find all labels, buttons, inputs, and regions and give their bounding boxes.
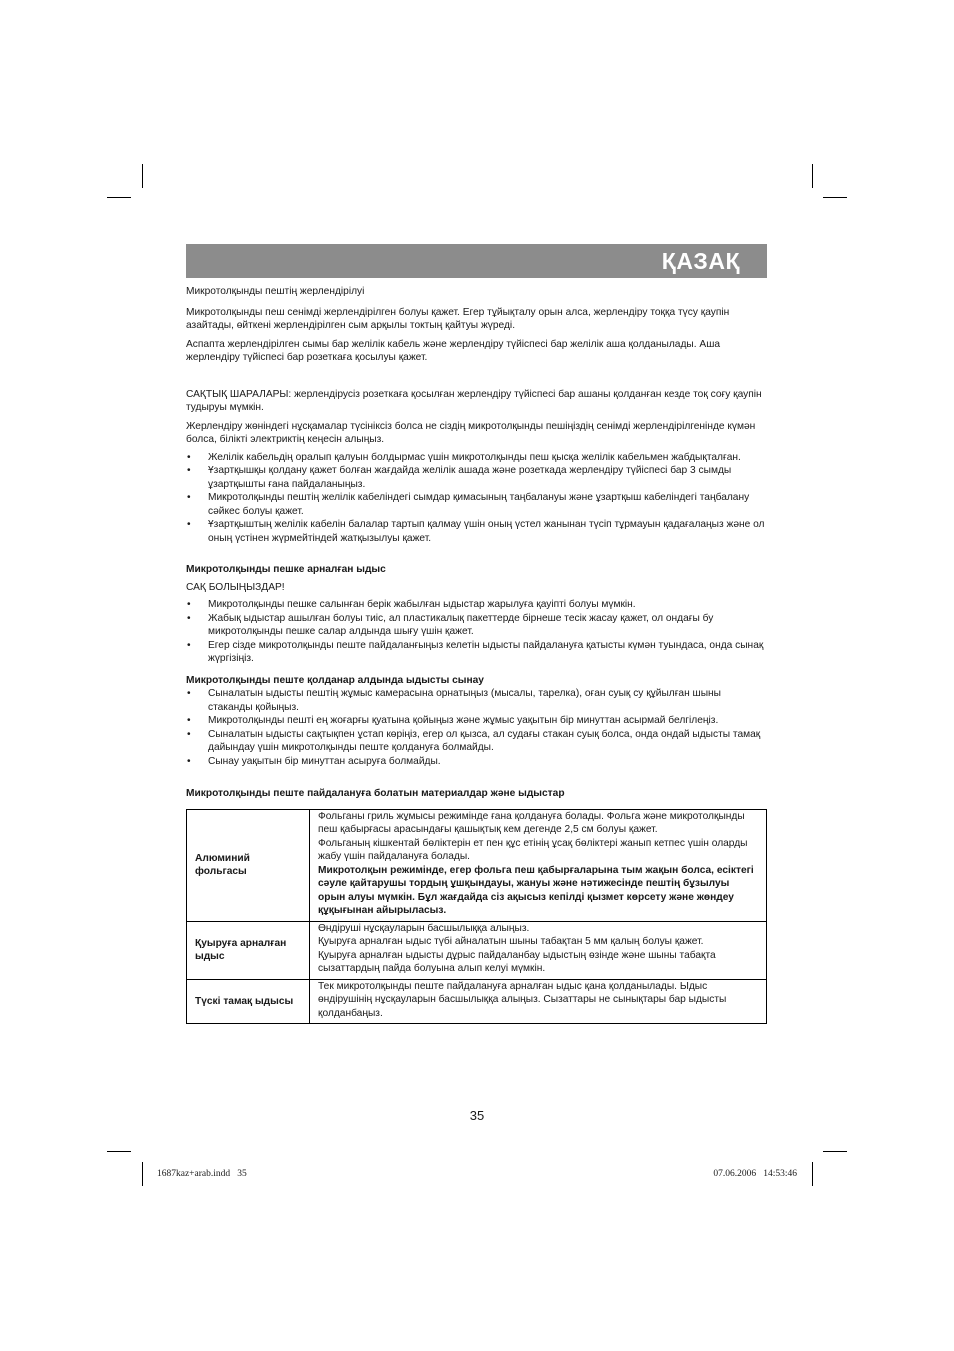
list-item: • Ұзартқышқы қолдану қажет болған жағдайда желілік ашада және розеткада жерлендіру түйіспесі бар 3 сымды ұзартқышты ғана пайдаланыңыз.: [186, 464, 767, 491]
crop-mark: [142, 1162, 143, 1186]
print-file-label: 1687kaz+arab.indd 35: [157, 1169, 247, 1179]
crop-mark: [812, 164, 813, 188]
list-item: • Сынау уақытын бір минуттан асыруға болмайды.: [186, 755, 767, 769]
section-title-cookware: Микротолқынды пешке арналған ыдыс: [186, 564, 386, 575]
language-header-bar: [186, 244, 767, 278]
table-cell-description: [310, 921, 767, 979]
description-text: Қуыруға арналған ыдысты дұрыс пайдаланбау ыдыстың өзінде және шыны табақта сызаттардың пайда болуына алып келуі мүмкін.: [318, 949, 716, 974]
list-item: • Микротолқынды пешті ең жоғарғы қуатына қойыңыз және жұмыс уақытын бір минуттан асырмай белгілеңіз.: [186, 714, 767, 728]
cookware-bullet-list: [186, 598, 767, 666]
caution-paragraph: САҚТЫҚ ШАРАЛАРЫ: жерлендірусіз розеткаға қосылған жерлендіру түйіспесі бар ашаны қолданған кезде тоқ соғу қаупін тудыруы мүмкін.: [186, 388, 762, 413]
table-cell-material: Алюминий фольгасы: [187, 809, 310, 921]
materials-table: [186, 809, 767, 1025]
list-item: • Сыналатын ыдысты пештің жұмыс камерасына орнатыңыз (мысалы, тарелка), оған суық су құйылған шыны стаканды қойыңыз.: [186, 687, 767, 714]
list-item: • Желілік кабельдің оралып қалуын болдырмас үшін микротолқынды пеш қысқа желілік кабельмен жабдықталған.: [186, 451, 767, 465]
crop-mark: [107, 1151, 131, 1152]
table-cell-description: [310, 979, 767, 1024]
list-item: • Микротолқынды пешке салынған берік жабылған ыдыстар жарылуға қауіпті болуы мүмкін.: [186, 598, 767, 612]
list-item: • Егер сізде микротолқынды пеште пайдаланғыңыз келетін ыдысты пайдалануға қатысты күмән туындаса, онда сынақ жүргізіңіз.: [186, 639, 767, 666]
print-timestamp: 07.06.2006 14:53:46: [713, 1169, 797, 1179]
crop-mark: [142, 164, 143, 188]
language-title: ҚАЗАҚ: [661, 248, 740, 274]
description-warning-text: Микротолқын режимінде, егер фольга пеш қабырғаларына тым жақын болса, есіктегі сәуле қайтарушы тордың ұшқындауы, жануы және нәтижесінде пештің бұзылуы орын алуы мүмкін. Бұл жағдайда сіз ақысыз кепілді қызмет көрсету және жөндеу құқығынан айырыласыз.: [318, 864, 754, 916]
crop-mark: [823, 1151, 847, 1152]
table-row: [187, 979, 767, 1024]
page-content: [186, 285, 767, 1024]
crop-mark: [823, 197, 847, 198]
table-cell-material: Қуыруға арналған ыдыс: [187, 921, 310, 979]
description-text: Тек микротолқынды пеште пайдалануға арналған ыдыс қана қолданылады. Ыдыс өндірушінің нұсқауларын басшылыққа алыңыз. Сызаттары не сынықтары бар ыдысты қолданбаңыз.: [318, 980, 727, 1019]
section-title-materials: Микротолқынды пеште пайдалануға болатын материалдар және ыдыстар: [186, 788, 565, 799]
grounding-paragraph: Аспапта жерлендірілген сымы бар желілік кабель және жерлендіру түйіспесі бар желілік аша қолданылады. Аша жерлендіру түйіспесі бар розеткаға қосылуы қажет.: [186, 338, 721, 363]
description-text: Қуыруға арналған ыдыс түбі айналатын шыны табақтан 5 мм қалың болуы қажет.: [318, 936, 704, 947]
warning-text: САҚ БОЛЫҢЫЗДАР!: [186, 581, 285, 593]
description-text: Өндіруші нұсқауларын басшылыққа алыңыз.: [318, 922, 530, 934]
description-text: Фольганы гриль жұмысы режимінде ғана қолдануға болады. Фольга және микротолқынды пеш қабырғасы арасындағы қашықтық кем дегенде 2,5 см болуы қажет.: [318, 810, 745, 835]
section-title-test: Микротолқынды пеште қолданар алдында ыдысты сынау: [186, 674, 484, 686]
description-text: Фольганың кішкентай бөліктерін ет пен құс етінің ұсақ бөліктері жанып кетпес үшін оларды жабу үшін пайдалануға болады.: [318, 837, 748, 862]
list-item: • Жабық ыдыстар ашылған болуы тиіс, ал пластикалық пакеттерде бірнеше тесік жасау қажет, ол ондағы бу микротолқынды пешке салар алдында шығу үшін қажет.: [186, 612, 767, 639]
list-item: • Микротолқынды пештің желілік кабеліндегі сымдар қимасының таңбалануы және ұзартқыш кабеліндегі таңбалану сәйкес болуы қажет.: [186, 491, 767, 518]
table-row: [187, 809, 767, 921]
test-bullet-list: [186, 687, 767, 768]
crop-mark: [812, 1162, 813, 1186]
table-cell-description: [310, 809, 767, 921]
list-item: • Ұзартқыштың желілік кабелін балалар тартып қалмау үшін оның үстел жанынан түсіп тұрмауын қадағалаңыз және ол оның үстінен жүрмейтіндей жатқызылуы қажет.: [186, 518, 767, 545]
grounding-paragraph: Микротолқынды пеш сенімді жерлендірілген болуы қажет. Егер тұйықталу орын алса, жерлендіру тоққа түсу қаупін азайтады, өйткені жерлендірілген сым арқылы токтың қайтуы жүреді.: [186, 306, 730, 331]
page-number: 35: [469, 1108, 485, 1123]
advice-paragraph: Жерлендіру жөніндегі нұсқамалар түсініксіз болса не сіздің микротолқынды пешіңіздің сенімді жерлендірілгенінде күмән болса, білікті электриктің кеңесін алыңыз.: [186, 420, 756, 445]
crop-mark: [107, 197, 131, 198]
table-cell-material: Түскі тамақ ыдысы: [187, 979, 310, 1024]
section-title-grounding: Микротолқынды пештің жерлендірілуі: [186, 286, 365, 297]
list-item: • Сыналатын ыдысты сақтықпен ұстап көріңіз, егер ол қызса, ал судағы стакан суық болса, онда ондай ыдысты тамақ дайындау үшін микротолқынды пеште қолдануға болмайды.: [186, 728, 767, 755]
table-row: [187, 921, 767, 979]
grounding-bullet-list: [186, 451, 767, 546]
